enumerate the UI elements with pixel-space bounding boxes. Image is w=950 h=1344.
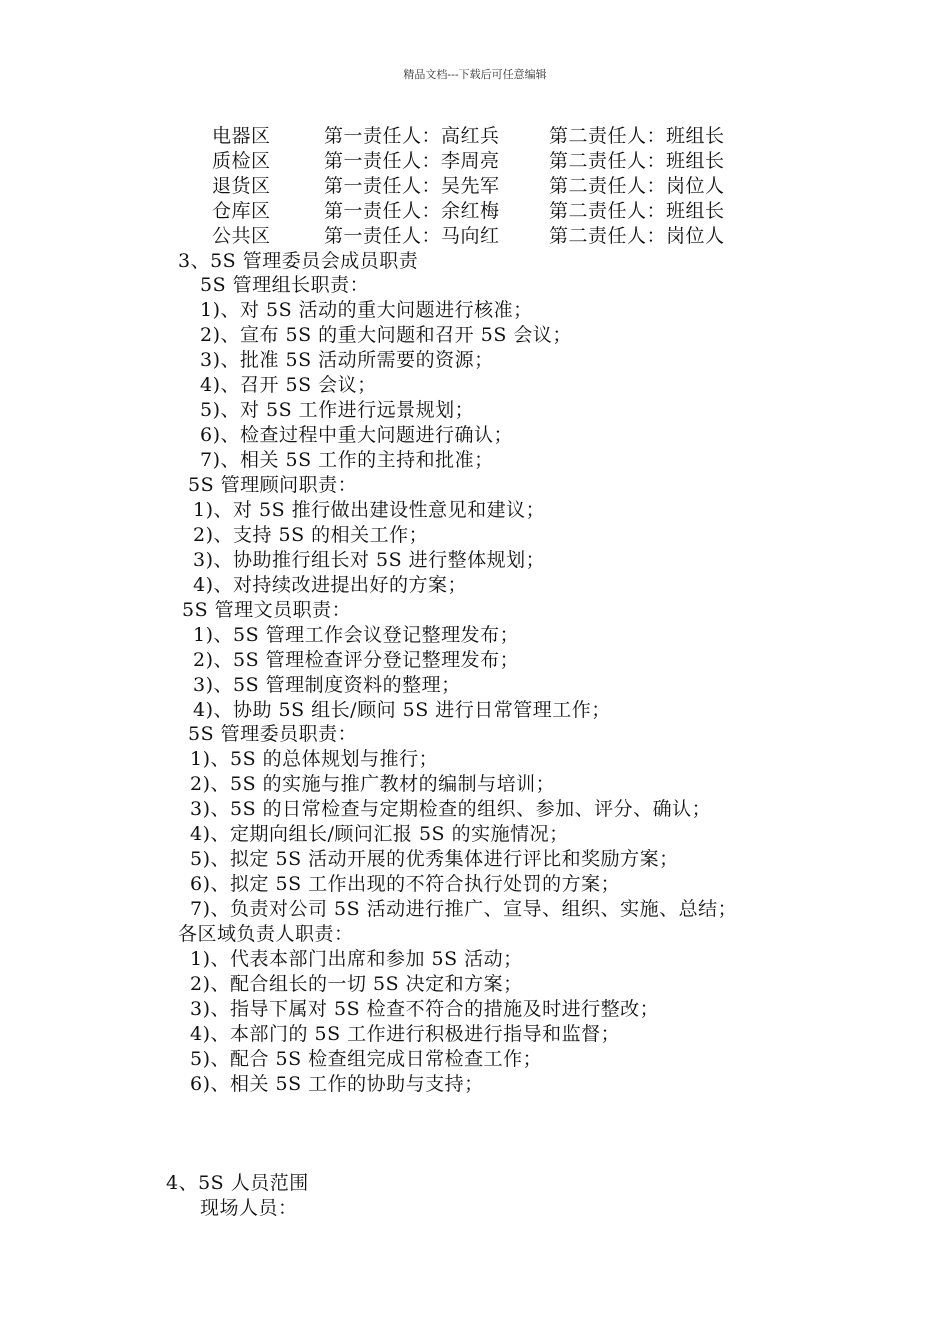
list-item: 1)、5S 的总体规划与推行； — [190, 748, 439, 770]
second-responsible: 第二责任人：班组长 — [549, 125, 725, 147]
list-item: 7)、负责对公司 5S 活动进行推广、宣导、组织、实施、总结； — [190, 898, 738, 920]
list-item: 1)、对 5S 活动的重大问题进行核准； — [200, 299, 533, 321]
list-item: 5)、拟定 5S 活动开展的优秀集体进行评比和奖励方案； — [190, 848, 679, 870]
first-responsible: 第一责任人：马向红 — [324, 225, 500, 247]
second-responsible: 第二责任人：岗位人 — [549, 175, 725, 197]
list-item: 4)、协助 5S 组长/顾问 5S 进行日常管理工作； — [193, 699, 611, 721]
first-responsible: 第一责任人：李周亮 — [324, 150, 500, 172]
second-responsible: 第二责任人：岗位人 — [549, 225, 725, 247]
list-item: 3)、指导下属对 5S 检查不符合的措施及时进行整改； — [190, 998, 660, 1020]
list-item: 2)、宣布 5S 的重大问题和召开 5S 会议； — [200, 324, 572, 346]
list-item: 4)、对持续改进提出好的方案； — [193, 574, 468, 596]
list-item: 4)、本部门的 5S 工作进行积极进行指导和监督； — [190, 1023, 621, 1045]
first-responsible: 第一责任人：高红兵 — [324, 125, 500, 147]
list-item: 5)、配合 5S 检查组完成日常检查工作； — [190, 1048, 543, 1070]
list-item: 2)、5S 的实施与推广教材的编制与培训； — [190, 773, 556, 795]
first-responsible: 第一责任人：吴先军 — [324, 175, 500, 197]
list-item: 2)、支持 5S 的相关工作； — [193, 524, 429, 546]
second-responsible: 第二责任人：班组长 — [549, 150, 725, 172]
area-name: 公共区 — [212, 225, 271, 247]
subsection-heading: 5S 管理文员职责： — [182, 599, 352, 621]
list-item: 5)、对 5S 工作进行远景规划； — [200, 399, 475, 421]
list-item: 3)、5S 的日常检查与定期检查的组织、参加、评分、确认； — [190, 798, 712, 820]
subsection-heading: 现场人员： — [200, 1197, 298, 1219]
list-item: 1)、对 5S 推行做出建设性意见和建议； — [193, 499, 546, 521]
second-responsible: 第二责任人：班组长 — [549, 200, 725, 222]
subsection-heading: 5S 管理顾问职责： — [188, 474, 358, 496]
list-item: 3)、批准 5S 活动所需要的资源； — [200, 349, 494, 371]
list-item: 3)、5S 管理制度资料的整理； — [193, 674, 461, 696]
list-item: 2)、配合组长的一切 5S 决定和方案； — [190, 973, 523, 995]
list-item: 2)、5S 管理检查评分登记整理发布； — [193, 649, 520, 671]
area-name: 仓库区 — [212, 200, 271, 222]
list-item: 1)、5S 管理工作会议登记整理发布； — [193, 624, 520, 646]
section-heading: 4、5S 人员范围 — [166, 1172, 309, 1194]
subsection-heading: 各区域负责人职责： — [178, 923, 354, 945]
area-name: 质检区 — [212, 150, 271, 172]
list-item: 4)、定期向组长/顾问汇报 5S 的实施情况； — [190, 823, 569, 845]
list-item: 6)、检查过程中重大问题进行确认； — [200, 424, 514, 446]
list-item: 4)、召开 5S 会议； — [200, 374, 377, 396]
page-header: 精品文档---下载后可任意编辑 — [403, 68, 547, 81]
list-item: 1)、代表本部门出席和参加 5S 活动； — [190, 948, 523, 970]
first-responsible: 第一责任人：余红梅 — [324, 200, 500, 222]
list-item: 3)、协助推行组长对 5S 进行整体规划； — [193, 549, 546, 571]
area-name: 电器区 — [212, 125, 271, 147]
subsection-heading: 5S 管理组长职责： — [200, 274, 370, 296]
section-heading: 3、5S 管理委员会成员职责 — [178, 250, 419, 272]
subsection-heading: 5S 管理委员职责： — [188, 723, 358, 745]
list-item: 7)、相关 5S 工作的主持和批准； — [200, 449, 494, 471]
area-name: 退货区 — [212, 175, 271, 197]
list-item: 6)、拟定 5S 工作出现的不符合执行处罚的方案； — [190, 873, 621, 895]
list-item: 6)、相关 5S 工作的协助与支持； — [190, 1073, 484, 1095]
